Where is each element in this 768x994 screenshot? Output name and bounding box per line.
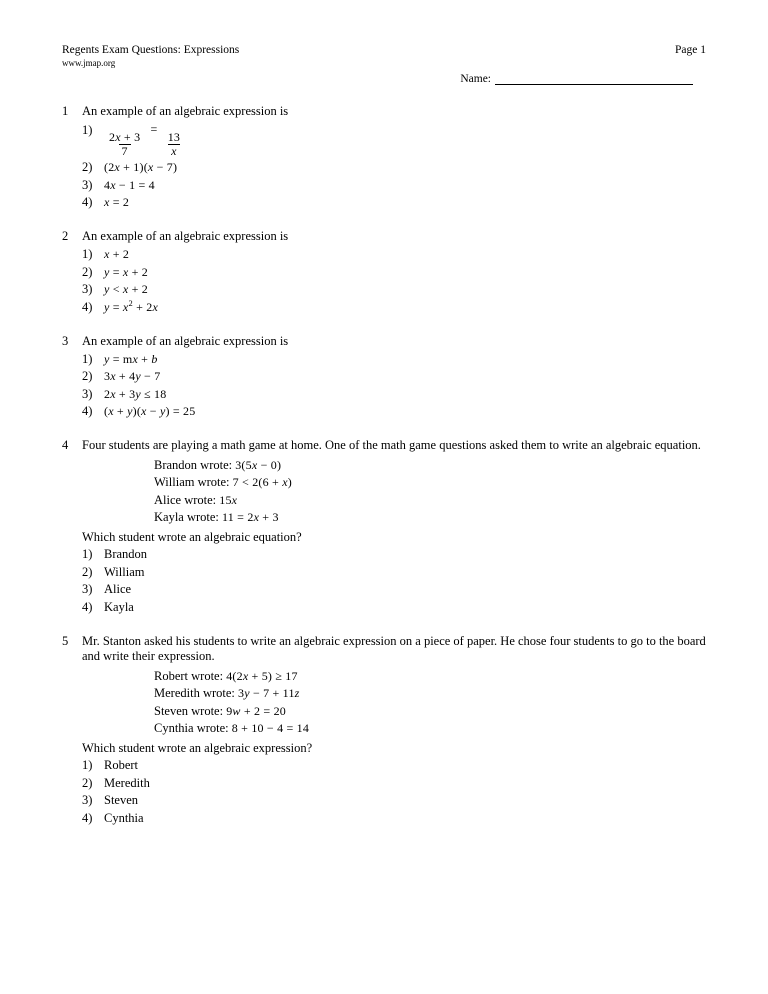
choice-label: 4)	[82, 404, 93, 419]
choice-option[interactable]	[82, 547, 706, 562]
student-math: 3(5x − 0)	[235, 457, 282, 472]
student-statement	[82, 492, 706, 510]
choice-list	[82, 758, 706, 826]
choice-label: 3)	[82, 386, 93, 401]
question-5	[62, 634, 706, 826]
choice-text: Alice	[104, 582, 132, 597]
choice-text: Brandon	[104, 547, 148, 562]
header-page-number: Page 1	[675, 44, 706, 56]
question-stem: An example of an algebraic expression is	[82, 104, 289, 118]
choice-text: 4x − 1 = 4	[104, 177, 155, 192]
student-name: William wrote:	[154, 475, 230, 490]
choice-label: 2)	[82, 564, 93, 579]
student-name: Robert wrote:	[154, 668, 224, 683]
choice-option[interactable]	[82, 369, 706, 384]
choice-text: Kayla	[104, 599, 134, 614]
student-statement	[82, 457, 706, 475]
choice-text: x = 2	[104, 195, 130, 210]
header-url: www.jmap.org	[62, 58, 116, 68]
question-stem: An example of an algebraic expression is	[82, 333, 289, 348]
question-followup: Which student wrote an algebraic expression?	[82, 740, 313, 755]
choice-label: 2)	[82, 160, 93, 175]
choice-option[interactable]	[82, 565, 706, 580]
choice-label: 1)	[82, 547, 93, 562]
choice-label: 4)	[82, 810, 93, 825]
student-math: 8 + 10 − 4 = 14	[231, 721, 310, 736]
question-number: 3	[62, 333, 69, 348]
choice-option[interactable]	[82, 247, 706, 262]
choice-option[interactable]	[82, 297, 706, 315]
choice-text: y = mx + b	[104, 351, 158, 366]
student-statement	[82, 474, 706, 492]
question-stem: An example of an algebraic expression is	[82, 229, 289, 244]
question-stem: Four students are playing a math game at home. One of the math game questions asked them to write an algebraic equation.	[82, 438, 701, 453]
name-field-row	[62, 72, 706, 85]
choice-text: Robert	[104, 758, 139, 773]
choice-text: (2x + 1)(x − 7)	[104, 160, 178, 175]
student-math: 9w + 2 = 20	[226, 703, 286, 718]
choice-text: y = x + 2	[104, 264, 149, 279]
choice-label: 3)	[82, 793, 93, 808]
student-statement	[82, 685, 706, 703]
student-math: 15x	[219, 492, 238, 507]
name-input-line[interactable]	[495, 72, 693, 85]
choice-label: 2)	[82, 264, 93, 279]
student-name: Meredith wrote:	[154, 686, 235, 701]
choice-option[interactable]	[82, 600, 706, 615]
choice-option[interactable]	[82, 282, 706, 297]
choice-option[interactable]	[82, 811, 706, 826]
student-statement	[82, 703, 706, 721]
choice-text: x + 2	[104, 247, 130, 262]
student-statement-list	[82, 668, 706, 738]
choice-option[interactable]	[82, 265, 706, 280]
student-statement	[82, 668, 706, 686]
choice-option[interactable]	[82, 160, 706, 175]
choice-label: 2)	[82, 775, 93, 790]
question-4	[62, 438, 706, 615]
question-number: 1	[62, 104, 69, 118]
choice-text: Meredith	[104, 775, 150, 790]
choice-option[interactable]	[82, 758, 706, 773]
choice-text: y < x + 2	[104, 282, 149, 297]
student-statement	[82, 509, 706, 527]
student-name: Cynthia wrote:	[154, 721, 229, 736]
name-label: Name:	[460, 73, 491, 85]
choice-label: 1)	[82, 351, 93, 366]
student-name: Steven wrote:	[154, 703, 224, 718]
choice-label: 4)	[82, 195, 93, 210]
choice-option[interactable]	[82, 122, 706, 158]
question-number: 2	[62, 229, 69, 244]
choice-text: $y = x^2 + 2x$	[104, 297, 158, 314]
choice-option[interactable]	[82, 178, 706, 193]
choice-text: Cynthia	[104, 810, 144, 825]
choice-text: $\frac{2x + 3}{7}$ = $\frac{13}{x}$	[109, 122, 181, 158]
choice-label: 3)	[82, 282, 93, 297]
question-stem: Mr. Stanton asked his students to write an algebraic expression on a piece of paper. He chose four students to go to the board and write their expression.	[82, 633, 706, 664]
student-name: Kayla wrote:	[154, 510, 219, 525]
question-number: 5	[62, 633, 69, 648]
choice-list	[82, 247, 706, 315]
student-name: Alice wrote:	[154, 492, 217, 507]
choice-option[interactable]	[82, 195, 706, 210]
student-statement	[82, 720, 706, 738]
choice-option[interactable]	[82, 404, 706, 419]
choice-label: 3)	[82, 582, 93, 597]
choice-option[interactable]	[82, 776, 706, 791]
choice-label: 1)	[82, 123, 93, 138]
choice-text: (x + y)(x − y) = 25	[104, 404, 196, 419]
choice-label: 1)	[82, 758, 93, 773]
choice-label: 4)	[82, 299, 93, 314]
choice-label: 3)	[82, 177, 93, 192]
choice-label: 2)	[82, 369, 93, 384]
student-math: 7 < 2(6 + x)	[232, 475, 292, 490]
question-3	[62, 334, 706, 420]
header-title: Regents Exam Questions: Expressions	[62, 44, 240, 56]
student-name: Brandon wrote:	[154, 457, 233, 472]
choice-option[interactable]	[82, 582, 706, 597]
student-math: 3y − 7 + 11z	[238, 686, 300, 701]
choice-list	[82, 547, 706, 615]
choice-option[interactable]	[82, 352, 706, 367]
choice-label: 1)	[82, 247, 93, 262]
question-number: 4	[62, 438, 69, 453]
choice-text: Steven	[104, 793, 139, 808]
choice-text: 3x + 4y − 7	[104, 369, 161, 384]
choice-list	[82, 352, 706, 420]
question-followup: Which student wrote an algebraic equation?	[82, 529, 302, 544]
student-math: 11 = 2x + 3	[222, 510, 279, 525]
question-2	[62, 229, 706, 315]
choice-option[interactable]	[82, 793, 706, 808]
choice-list	[82, 122, 706, 210]
question-1	[62, 104, 706, 210]
choice-option[interactable]	[82, 387, 706, 402]
choice-label: 4)	[82, 599, 93, 614]
choice-text: 2x + 3y ≤ 18	[104, 386, 167, 401]
document-header	[62, 44, 706, 56]
student-statement-list	[82, 457, 706, 527]
choice-text: William	[104, 564, 145, 579]
student-math: 4(2x + 5) ≥ 17	[226, 668, 298, 683]
